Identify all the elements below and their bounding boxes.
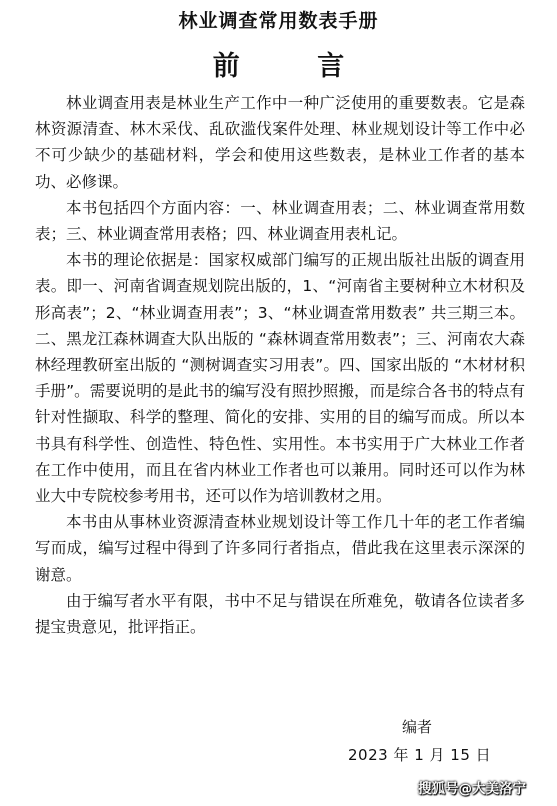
paragraph-3: 本书的理论依据是：国家权威部门编写的正规出版社出版的调查用表。即一、河南省调查规划院出版的，1、“河南省主要树种立木材积及形高表”；2、“林业调查用表”；3、“林业调查常用数表” 共三期三本。二、黑龙江森林调查大队出版的 “森林调查常用数表”；三、河南农大森林经理教研室出版的 “测树调查实习用表”。四、国家出版的 “木材材积手册”。需要说明的是此书的编写没有照抄照搬，而是综合各书的特点有针对性撷取、科学的整理、简化的安排、实用的目的编写而成。所以本书具有科学性、创造性、特色性、实用性。本书实用于广大林业工作者在工作中使用，而且在省内林业工作者也可以兼用。同时还可以作为林业大中专院校参考用书，还可以作为培训教材之用。 xyxy=(35,251,525,506)
date-line: 2023 年 1 月 15 日 xyxy=(348,746,492,764)
paragraph-1: 林业调查用表是林业生产工作中一种广泛使用的重要数表。它是森林资源清查、林木采伐、乱砍滥伐案件处理、林业规划设计等工作中必不可少缺少的基础材料，学会和使用这些数表，是林业工作者的基本功、必修课。 xyxy=(35,94,525,191)
book-title: 林业调查常用数表手册 xyxy=(178,10,379,32)
author-signature: 编者 xyxy=(402,718,433,736)
preface-body xyxy=(35,90,525,640)
paragraph-2: 本书包括四个方面内容：一、林业调查用表；二、林业调查常用数表；三、林业调查常用表格；四、林业调查用表札记。 xyxy=(35,198,525,244)
preface-title: 前 言 xyxy=(212,51,379,82)
paragraph-5: 由于编写者水平有限，书中不足与错误在所难免，敬请各位读者多提宝贵意见，批评指正。 xyxy=(35,591,525,637)
source-watermark: 搜狐号@大美洛宁 xyxy=(418,781,526,797)
paragraph-4: 本书由从事林业资源清查林业规划设计等工作几十年的老工作者编写而成，编写过程中得到了许多同行者指点，借此我在这里表示深深的谢意。 xyxy=(35,513,525,584)
